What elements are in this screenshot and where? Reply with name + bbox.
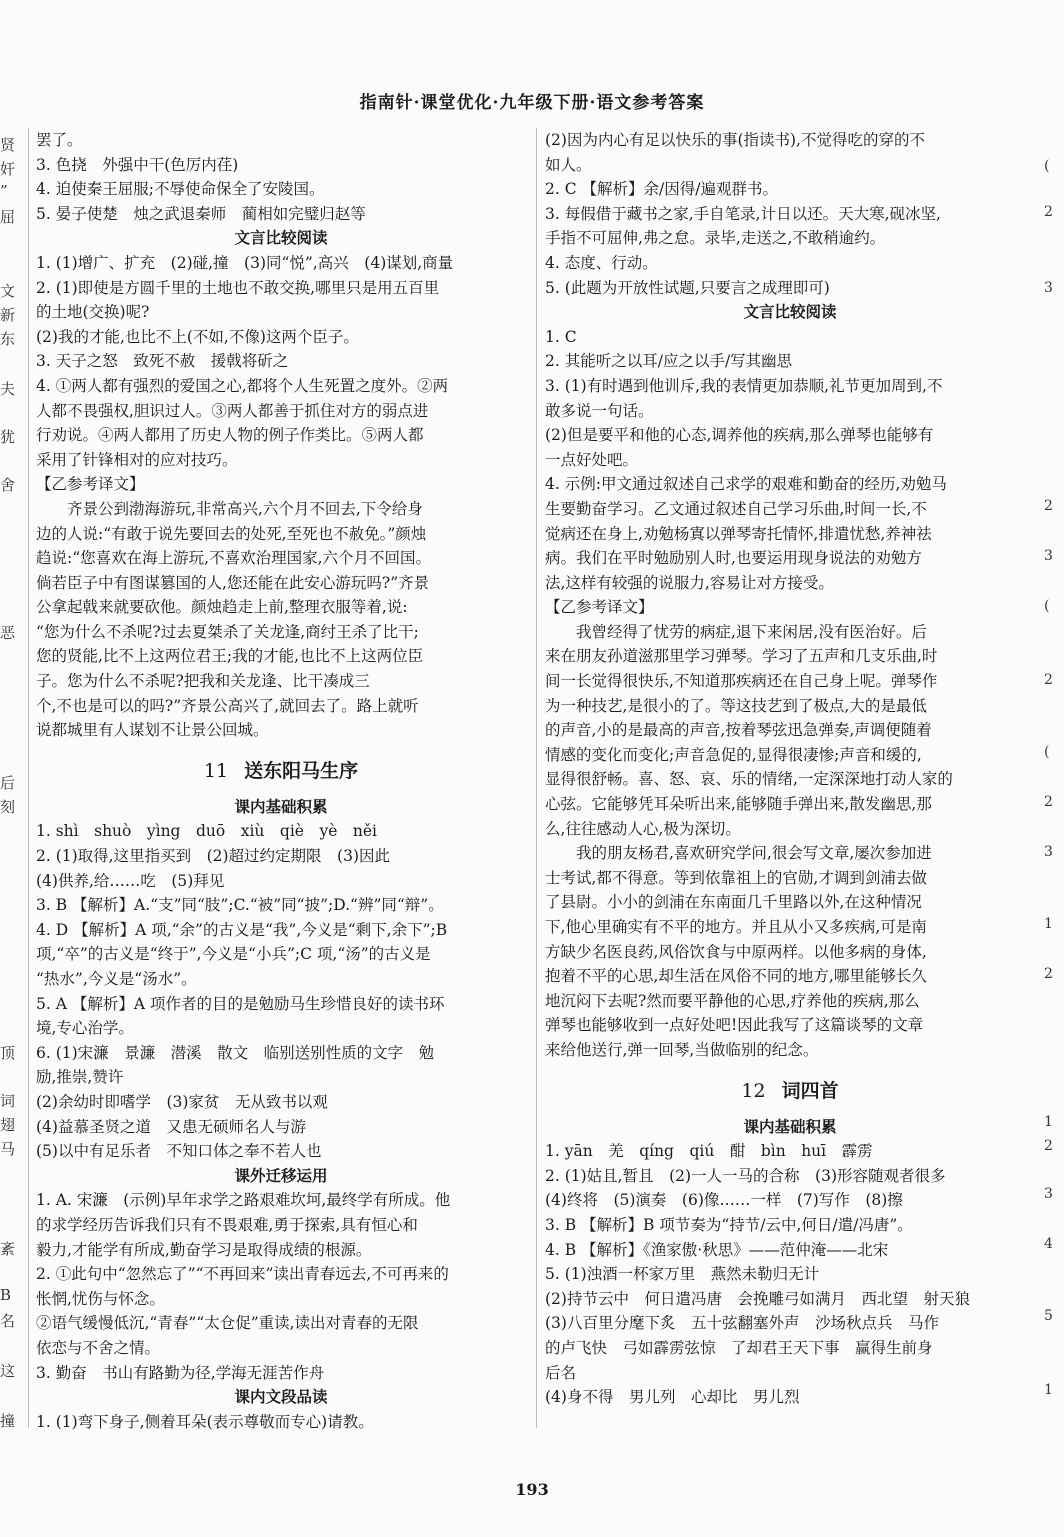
section-heading: 课外迁移运用 bbox=[234, 1165, 328, 1185]
edge-char: 恶 bbox=[0, 624, 16, 642]
edge-char: B bbox=[0, 1286, 12, 1304]
text-line: 5. (此题为开放性试题,只要言之成理即可) bbox=[545, 278, 830, 297]
edge-char: 3 bbox=[1044, 280, 1053, 296]
text-line: 5. A 【解析】A 项作者的目的是勉励马生珍惜良好的读书环 bbox=[36, 994, 445, 1013]
text-line: 2. (1)取得,这里指买到 (2)超过约定期限 (3)因此 bbox=[36, 847, 391, 866]
edge-char: 2 bbox=[1044, 204, 1053, 220]
edge-char: 翅 bbox=[0, 1116, 16, 1134]
text-line: 说都城里有人谋划不让景公回城。 bbox=[36, 721, 269, 740]
text-line: 2. C 【解析】余/因得/遍观群书。 bbox=[545, 180, 778, 199]
text-line: 个,不也是可以的吗?”齐景公高兴了,就回去了。路上就听 bbox=[36, 696, 419, 715]
text-line: 4. B 【解析】《渔家傲·秋思》——范仲淹——北宋 bbox=[545, 1240, 889, 1259]
text-line: 1. yān 羌 qíng qiú 酣 bìn huī 霹雳 bbox=[545, 1142, 873, 1161]
text-line: 3. B 【解析】A.“支”同“肢”;C.“被”同“披”;D.“辨”同“辩”。 bbox=[36, 896, 444, 915]
text-line: 4. 迫使秦王屈服;不辱使命保全了安陵国。 bbox=[36, 180, 325, 199]
text-line: 1. (1)弯下身子,侧着耳朵(表示尊敬而专心)请教。 bbox=[36, 1412, 374, 1431]
text-line: 了县尉。小小的剑浦在东南面几千里路以外,在这种情况 bbox=[545, 893, 922, 912]
text-line: (2)但是要平和他的心态,调养他的疾病,那么弹琴也能够有 bbox=[545, 426, 934, 445]
text-line: 1. shì shuò yìng duō xiù qiè yè něi bbox=[36, 822, 377, 841]
text-line: 【乙参考译文】 bbox=[545, 598, 654, 617]
text-line: 弹琴也能够收到一点好处吧!因此我写了这篇谈琴的文章 bbox=[545, 1016, 924, 1035]
edge-char: 撞 bbox=[0, 1412, 16, 1430]
text-line: 人都不畏强权,胆识过人。③两人都善于抓住对方的弱点进 bbox=[36, 401, 429, 420]
text-line: 倘若臣子中有图谋篡国的人,您还能在此安心游玩吗?”齐景 bbox=[36, 573, 430, 592]
text-line: (4)终将 (5)演奏 (6)像……一样 (7)写作 (8)擦 bbox=[545, 1191, 903, 1210]
text-line: (4)益慕圣贤之道 又患无硕师名人与游 bbox=[36, 1117, 306, 1136]
text-line: 3. 天子之怒 致死不赦 援戟将斫之 bbox=[36, 352, 289, 371]
column-divider bbox=[536, 128, 537, 1428]
section-heading: 课内基础积累 bbox=[234, 796, 328, 816]
text-line: 5. (1)浊酒一杯家万里 燕然未勒归无计 bbox=[545, 1265, 820, 1284]
text-line: 么,往往感动人心,极为深切。 bbox=[545, 819, 741, 838]
left-column bbox=[36, 128, 526, 1434]
edge-char: 顶 bbox=[0, 1044, 16, 1062]
edge-char: ( bbox=[1044, 598, 1050, 614]
text-line: 2. (1)即使是方圆千里的土地也不敢交换,哪里只是用五百里 bbox=[36, 278, 440, 297]
chapter-title bbox=[545, 1077, 1035, 1105]
edge-char: 3 bbox=[1044, 844, 1053, 860]
chapter-name: 词四首 bbox=[781, 1079, 839, 1102]
edge-char: 5 bbox=[1044, 1308, 1053, 1324]
edge-char: ” bbox=[0, 182, 8, 200]
text-line: 3. 每假借于藏书之家,手自笔录,计日以还。天大寒,砚冰坚, bbox=[545, 204, 941, 223]
edge-char: 贤 bbox=[0, 136, 16, 154]
text-line: 的声音,小的是最高的声音,按着琴弦迅急弹奏,声调便随着 bbox=[545, 721, 932, 740]
edge-char: 后 bbox=[0, 774, 16, 792]
text-line: (2)持节云中 何日遣冯唐 会挽雕弓如满月 西北望 射天狼 bbox=[545, 1289, 970, 1308]
text-line: 的卢飞快 弓如霹雳弦惊 了却君王天下事 赢得生前身 bbox=[545, 1338, 933, 1357]
edge-char: ( bbox=[1044, 158, 1050, 174]
text-line: 4. ①两人都有强烈的爱国之心,都将个人生死置之度外。②两 bbox=[36, 376, 449, 395]
text-line: 5. 晏子使楚 烛之武退秦师 蔺相如完璧归赵等 bbox=[36, 204, 366, 223]
text-line: (4)身不得 男儿列 心却比 男儿烈 bbox=[545, 1388, 800, 1407]
edge-char: 1 bbox=[1044, 916, 1053, 932]
edge-char: 1 bbox=[1044, 1114, 1053, 1130]
edge-char: ( bbox=[1044, 744, 1050, 760]
edge-char: 东 bbox=[0, 330, 16, 348]
text-line: 公拿起戟来就要砍他。颜烛趋走上前,整理衣服等着,说: bbox=[36, 598, 408, 617]
chapter-name: 送东阳马生序 bbox=[244, 759, 359, 782]
text-line: 采用了针锋相对的应对技巧。 bbox=[36, 450, 238, 469]
text-line: 1. C bbox=[545, 327, 577, 346]
text-line: 来在朋友孙道滋那里学习弹琴。学习了五声和几支乐曲,时 bbox=[545, 647, 938, 666]
text-line: 为一种技艺,是很小的了。等这技艺到了极点,大的是最低 bbox=[545, 696, 927, 715]
edge-char: 4 bbox=[1044, 1236, 1053, 1252]
edge-char: 名 bbox=[0, 1312, 16, 1330]
text-line: 法,这样有较强的说服力,容易让对方接受。 bbox=[545, 573, 834, 592]
text-line: 励,推崇,赞许 bbox=[36, 1068, 124, 1087]
text-line: 2. ①此句中“忽然忘了”“不再回来”读出青春远去,不可再来的 bbox=[36, 1265, 449, 1284]
chapter-number: 12 bbox=[741, 1079, 766, 1102]
text-line: 齐景公到渤海游玩,非常高兴,六个月不回去,下令给身 bbox=[36, 499, 423, 518]
text-line: 心弦。它能够凭耳朵听出来,能够随手弹出来,散发幽思,那 bbox=[545, 795, 932, 814]
text-line: (4)供养,给……吃 (5)拜见 bbox=[36, 871, 225, 890]
text-line: 3. (1)有时遇到他训斥,我的表情更加恭顺,礼节更加周到,不 bbox=[545, 376, 943, 395]
edge-char: 犹 bbox=[0, 428, 16, 446]
section-heading: 课内基础积累 bbox=[743, 1116, 837, 1136]
text-line: 生要勤奋学习。乙文通过叙述自己学习乐曲,时间一长,不 bbox=[545, 499, 927, 518]
chapter-number: 11 bbox=[203, 759, 229, 782]
section-heading: 课内文段品读 bbox=[234, 1387, 328, 1407]
edge-char: 夫 bbox=[0, 380, 16, 398]
text-line: 行劝说。④两人都用了历史人物的例子作类比。⑤两人都 bbox=[36, 426, 424, 445]
text-line: 4. D 【解析】A 项,“余”的古义是“我”,今义是“剩下,余下”;B bbox=[36, 920, 448, 939]
text-line: 一点好处吧。 bbox=[545, 450, 639, 469]
text-line: (2)余幼时即嗜学 (3)家贫 无从致书以观 bbox=[36, 1092, 328, 1111]
edge-char: 2 bbox=[1044, 1138, 1053, 1154]
edge-char: 2 bbox=[1044, 498, 1053, 514]
text-line: 显得很舒畅。喜、怒、哀、乐的情绪,一定深深地打动人家的 bbox=[545, 770, 953, 789]
edge-char: 这 bbox=[0, 1362, 16, 1380]
text-line: 境,专心治学。 bbox=[36, 1019, 134, 1038]
text-line: 2. 其能听之以耳/应之以手/写其幽思 bbox=[545, 352, 793, 371]
text-line: 地沉闷下去呢?然而要平静他的心思,疗养他的疾病,那么 bbox=[545, 991, 920, 1010]
text-line: (3)八百里分麾下炙 五十弦翻塞外声 沙场秋点兵 马作 bbox=[545, 1314, 939, 1333]
text-line: 6. (1)宋濂 景濂 潜溪 散文 临别送别性质的文字 勉 bbox=[36, 1043, 435, 1062]
section-heading: 文言比较阅读 bbox=[743, 302, 837, 322]
text-line: 【乙参考译文】 bbox=[36, 475, 145, 494]
text-line: 的土地(交换)呢? bbox=[36, 303, 150, 322]
text-line: 间一长觉得很快乐,不知道那疾病还在自己身上呢。弹琴作 bbox=[545, 672, 938, 691]
text-line: 罢了。 bbox=[36, 131, 83, 149]
text-line: 来给他送行,弹一回琴,当做临别的纪念。 bbox=[545, 1040, 819, 1059]
text-line: 手指不可屈伸,弗之怠。录毕,走送之,不敢稍逾约。 bbox=[545, 229, 886, 248]
text-line: 情感的变化而变化;声音急促的,显得很凄惨;声音和缓的, bbox=[545, 745, 922, 764]
text-line: 怅惘,忧伤与怀念。 bbox=[36, 1289, 165, 1308]
text-line: 敢多说一句话。 bbox=[545, 401, 654, 420]
edge-char: 紊 bbox=[0, 1240, 16, 1258]
text-line: (2)我的才能,也比不上(不如,不像)这两个臣子。 bbox=[36, 327, 359, 346]
text-line: 病。我们在平时勉励别人时,也要运用现身说法的劝勉方 bbox=[545, 549, 922, 568]
text-line: 子。您为什么不杀呢?把我和关龙逢、比干凑成三 bbox=[36, 672, 370, 691]
text-line: 项,“卒”的古义是“终于”,今义是“小兵”;C 项,“汤”的古义是 bbox=[36, 945, 431, 964]
edge-char: 2 bbox=[1044, 794, 1053, 810]
text-line: 毅力,才能学有所成,勤奋学习是取得成绩的根源。 bbox=[36, 1240, 372, 1259]
edge-char: 屈 bbox=[0, 208, 16, 226]
text-line: “您为什么不杀呢?过去夏桀杀了关龙逢,商纣王杀了比干; bbox=[36, 622, 419, 641]
text-line: 后名 bbox=[545, 1363, 577, 1382]
edge-char: 马 bbox=[0, 1140, 16, 1158]
edge-char: 文 bbox=[0, 282, 16, 300]
text-line: 趋说:“您喜欢在海上游玩,不喜欢治理国家,六个月不回国。 bbox=[36, 549, 432, 568]
text-line: (5)以中有足乐者 不知口体之奉不若人也 bbox=[36, 1142, 322, 1161]
text-line: 如人。 bbox=[545, 155, 592, 174]
text-line: 我的朋友杨君,喜欢研究学问,很会写文章,屡次参加进 bbox=[545, 844, 932, 863]
edge-char: 词 bbox=[0, 1092, 16, 1110]
text-line: 方缺少名医良药,风俗饮食与中原两样。以他多病的身体, bbox=[545, 942, 927, 961]
edge-char: 奸 bbox=[0, 160, 16, 178]
edge-char: 1 bbox=[1044, 1382, 1053, 1398]
text-line: 觉病还在身上,劝勉杨寘以弹琴寄托情怀,排遣忧愁,养神祛 bbox=[545, 524, 932, 543]
section-heading: 文言比较阅读 bbox=[234, 228, 328, 248]
text-line: 4. 示例:甲文通过叙述自己求学的艰难和勤奋的经历,劝勉马 bbox=[545, 475, 947, 494]
text-line: 边的人说:“有敢于说先要回去的处死,至死也不赦免。”颜烛 bbox=[36, 524, 427, 543]
edge-char: 2 bbox=[1044, 966, 1053, 982]
text-line: 3. 勤奋 书山有路勤为径,学海无涯苦作舟 bbox=[36, 1363, 325, 1382]
text-line: (2)因为内心有足以快乐的事(指读书),不觉得吃的穿的不 bbox=[545, 131, 925, 149]
text-line: 1. (1)增广、扩充 (2)碰,撞 (3)同“悦”,高兴 (4)谋划,商量 bbox=[36, 253, 454, 272]
edge-char: 3 bbox=[1044, 1186, 1053, 1202]
text-line: 3. 色挠 外强中干(色厉内荏) bbox=[36, 155, 239, 174]
text-line: 抱着不平的心思,却生活在风俗不同的地方,哪里能够长久 bbox=[545, 967, 927, 986]
edge-char: 刻 bbox=[0, 798, 16, 816]
left-margin-rule bbox=[28, 128, 29, 1428]
text-line: 4. 态度、行动。 bbox=[545, 253, 658, 272]
page-number: 193 bbox=[515, 1480, 549, 1499]
text-line: 3. B 【解析】B 项节奏为“持节/云中,何日/遣/冯唐”。 bbox=[545, 1215, 913, 1234]
right-column bbox=[545, 128, 1035, 1410]
edge-char: 2 bbox=[1044, 672, 1053, 688]
text-line: “热水”,今义是“汤水”。 bbox=[36, 970, 197, 988]
text-line: 的求学经历告诉我们只有不畏艰难,勇于探索,具有恒心和 bbox=[36, 1215, 418, 1234]
chapter-title bbox=[36, 757, 526, 785]
text-line: 1. A. 宋濂 (示例)早年求学之路艰难坎坷,最终学有所成。他 bbox=[36, 1191, 451, 1210]
text-line: 下,他心里确实有不平的地方。并且从小又多疾病,可是南 bbox=[545, 918, 927, 936]
page-header: 指南针·课堂优化·九年级下册·语文参考答案 bbox=[359, 93, 705, 113]
text-line: ②语气缓慢低沉,“青春”“太仓促”重读,读出对青春的无限 bbox=[36, 1314, 419, 1333]
text-line: 您的贤能,比不上这两位君王;我的才能,也比不上这两位臣 bbox=[36, 647, 424, 666]
text-line: 士考试,都不得意。等到依靠祖上的官勋,才调到剑浦去做 bbox=[545, 868, 927, 887]
text-line: 我曾经得了忧劳的病症,退下来闲居,没有医治好。后 bbox=[545, 622, 927, 641]
text-line: 2. (1)姑且,暂且 (2)一人一马的合称 (3)形容随观者很多 bbox=[545, 1166, 946, 1185]
edge-char: 新 bbox=[0, 306, 16, 324]
edge-char: 3 bbox=[1044, 548, 1053, 564]
text-line: 依恋与不舍之情。 bbox=[36, 1338, 161, 1357]
edge-char: 舍 bbox=[0, 476, 16, 494]
